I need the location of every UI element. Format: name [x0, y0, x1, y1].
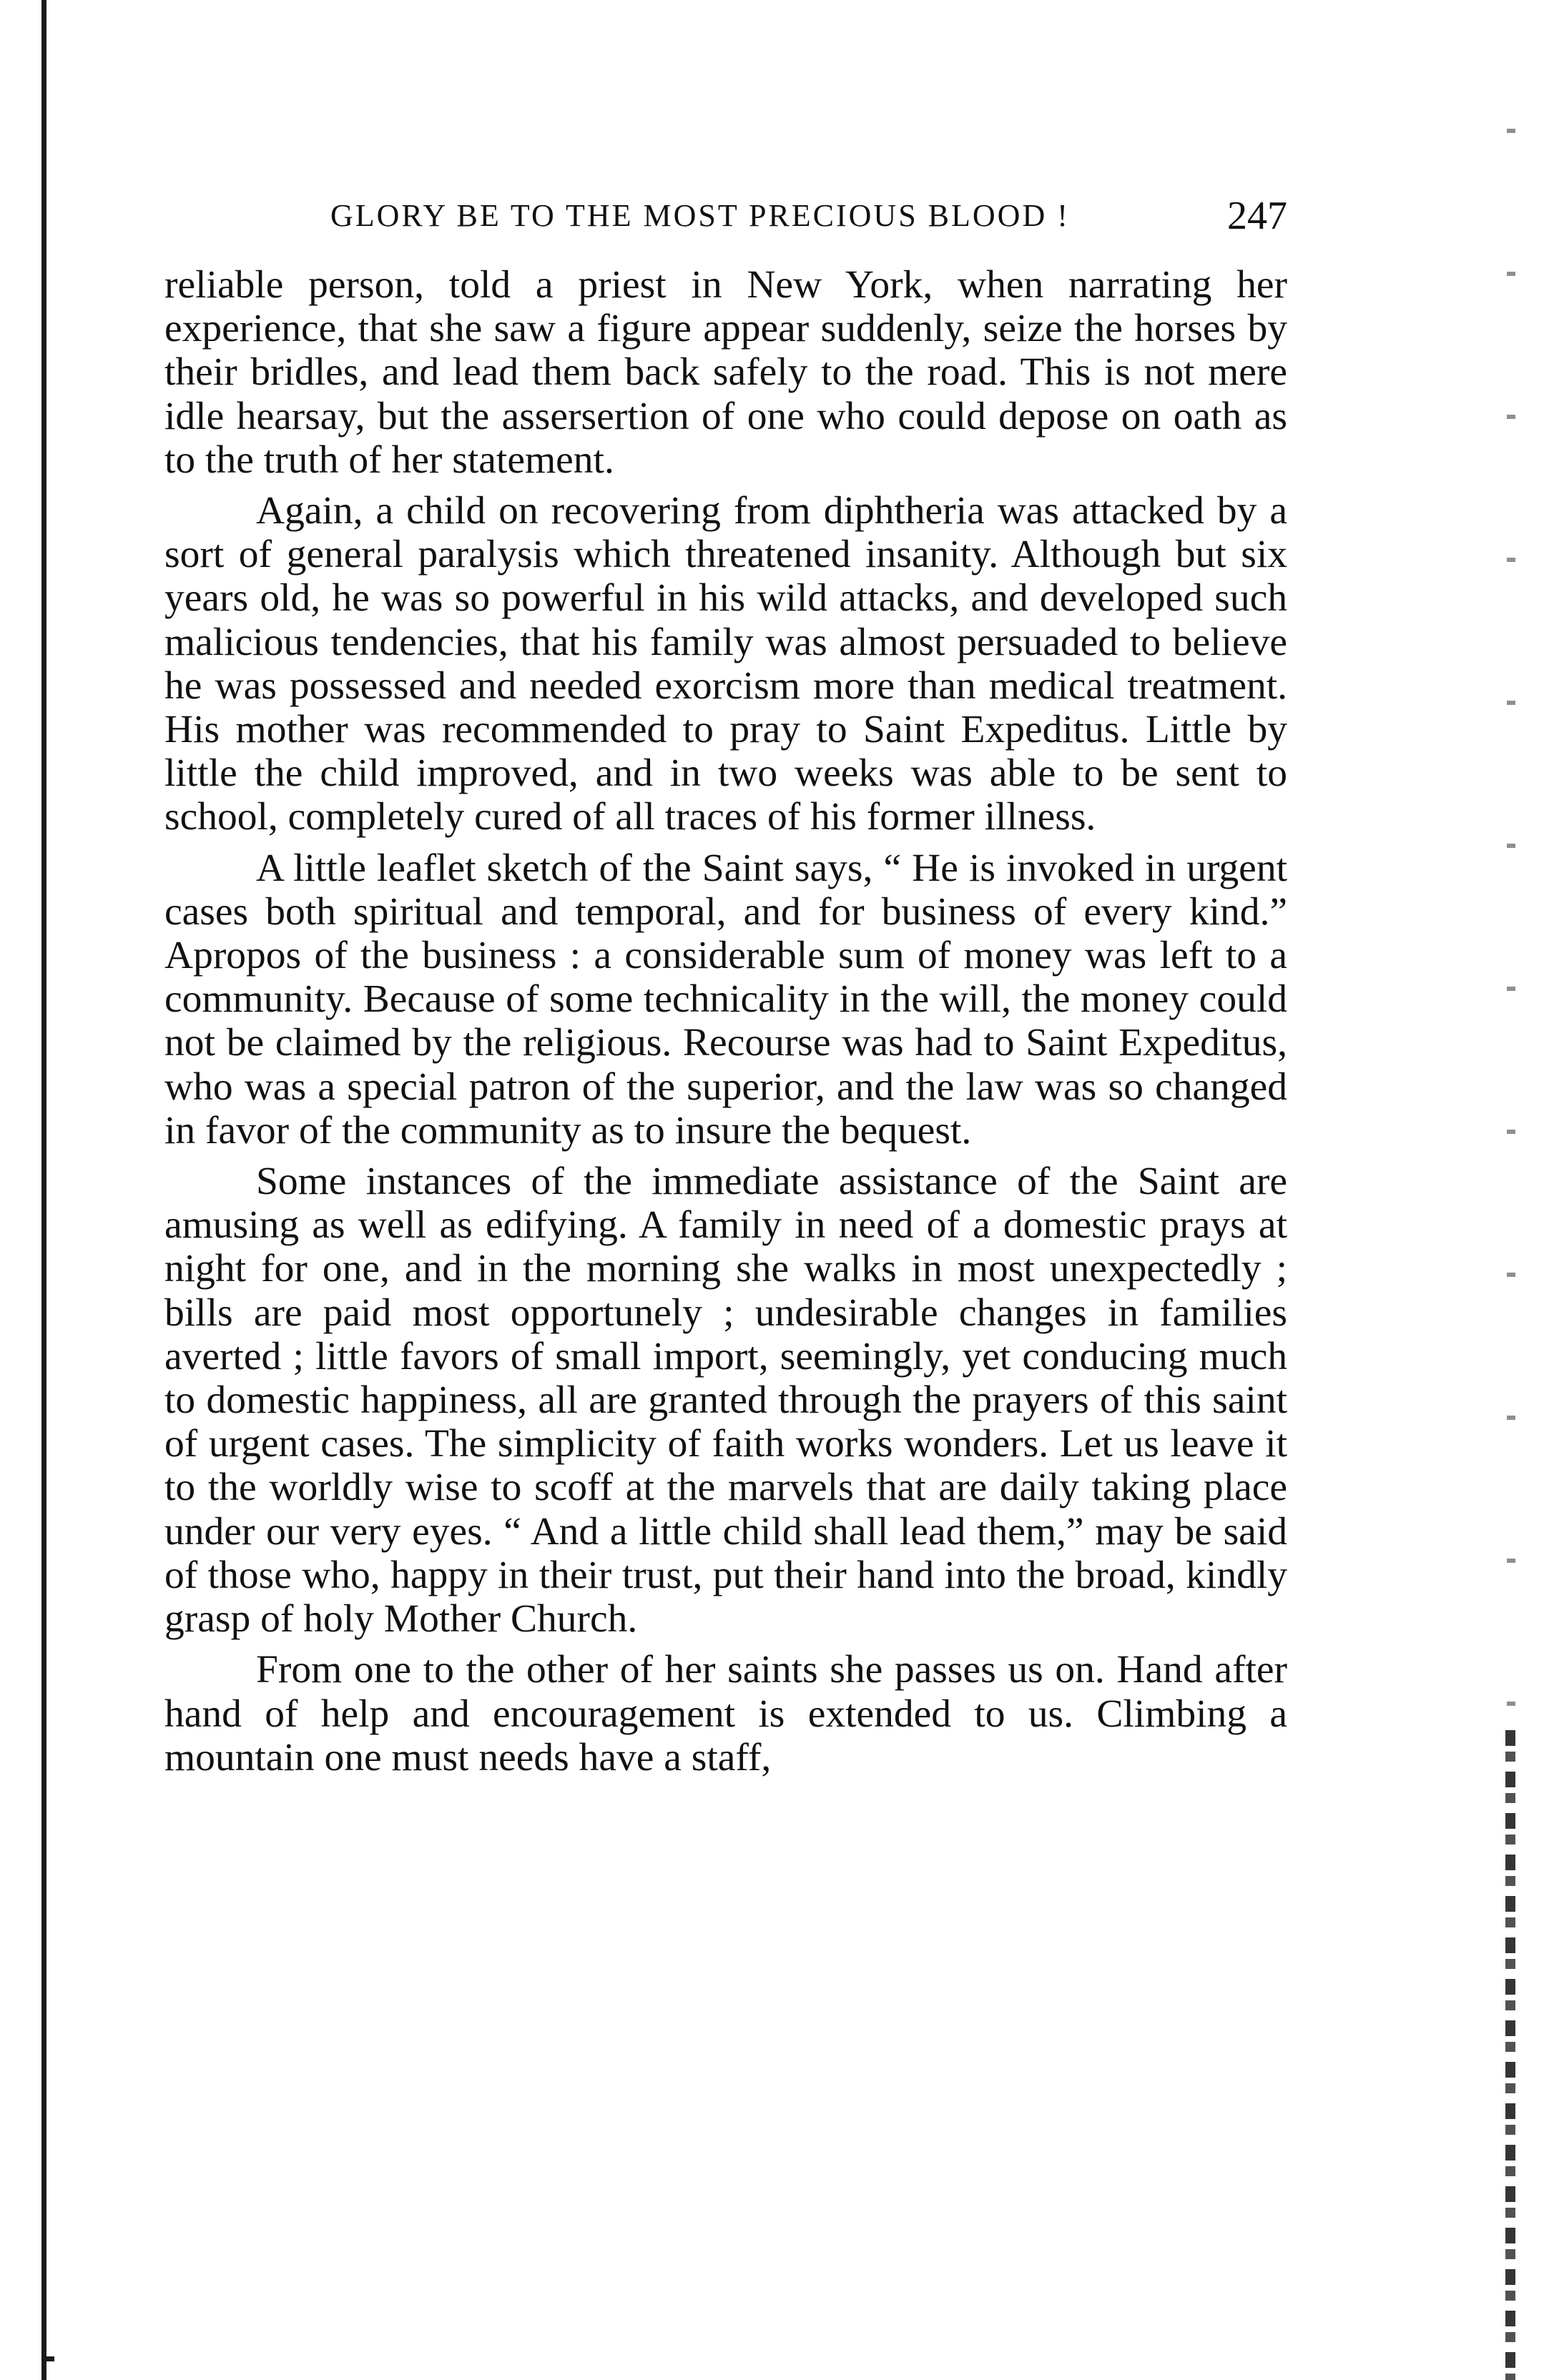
scan-edge-shadow — [1505, 1730, 1515, 2380]
paragraph: Again, a child on recovering from diphtheria was attacked by a sort of general paralysis which threatened insanity. Although but six years old, he was so powerful in his wild attacks, and developed such malicious tendencies, that his family was almost persuaded to believe he was possessed and needed exorcism more than medical treatment. His mother was recommended to pray to Saint Expeditus. Little by little the child improved, and in two weeks was able to be sent to school, completely cured of all traces of his former illness. — [164, 489, 1287, 839]
body-text — [164, 263, 1287, 1787]
page-gutter-foot — [41, 2356, 54, 2361]
paragraph: Some instances of the immediate assistance of the Saint are amusing as well as edifying. A family in need of a domestic prays at night for one, and in the morning she walks in most unexpectedly ; bills are paid most opportunely ; undesirable changes in families averted ; little favors of small import, seemingly, yet conducing much to domestic happiness, all are granted through the prayers of this saint of urgent cases. The simplicity of faith works wonders. Let us leave it to the worldly wise to scoff at the marvels that are daily taking place under our very eyes. “ And a little child shall lead them,” may be said of those who, happy in their trust, put their hand into the broad, kindly grasp of holy Mother Church. — [164, 1160, 1287, 1641]
scan-edge-specks — [1507, 43, 1515, 1730]
page-gutter-line — [41, 0, 46, 2380]
running-title: GLORY BE TO THE MOST PRECIOUS BLOOD ! — [330, 198, 1070, 233]
page-number: 247 — [1227, 194, 1287, 238]
paragraph: A little leaflet sketch of the Saint says, “ He is invoked in urgent cases both spiritual and temporal, and for business of every kind.” Apropos of the business : a considerable sum of money was left to a community. Because of some technicality in the will, the money could not be claimed by the religious. Recourse was had to Saint Expeditus, who was a special patron of the superior, and the law was so changed in favor of the community as to insure the bequest. — [164, 846, 1287, 1152]
paragraph: From one to the other of her saints she passes us on. Hand after hand of help and encouragement is extended to us. Climbing a mountain one must needs have a staff, — [164, 1648, 1287, 1779]
paragraph-continued: reliable person, told a priest in New York, when narrating her experience, that she saw a figure appear suddenly, seize the horses by their bridles, and lead them back safely to the road. This is not mere idle hearsay, but the assersertion of one who could depose on oath as to the truth of her statement. — [164, 263, 1287, 482]
running-head — [164, 187, 1287, 245]
